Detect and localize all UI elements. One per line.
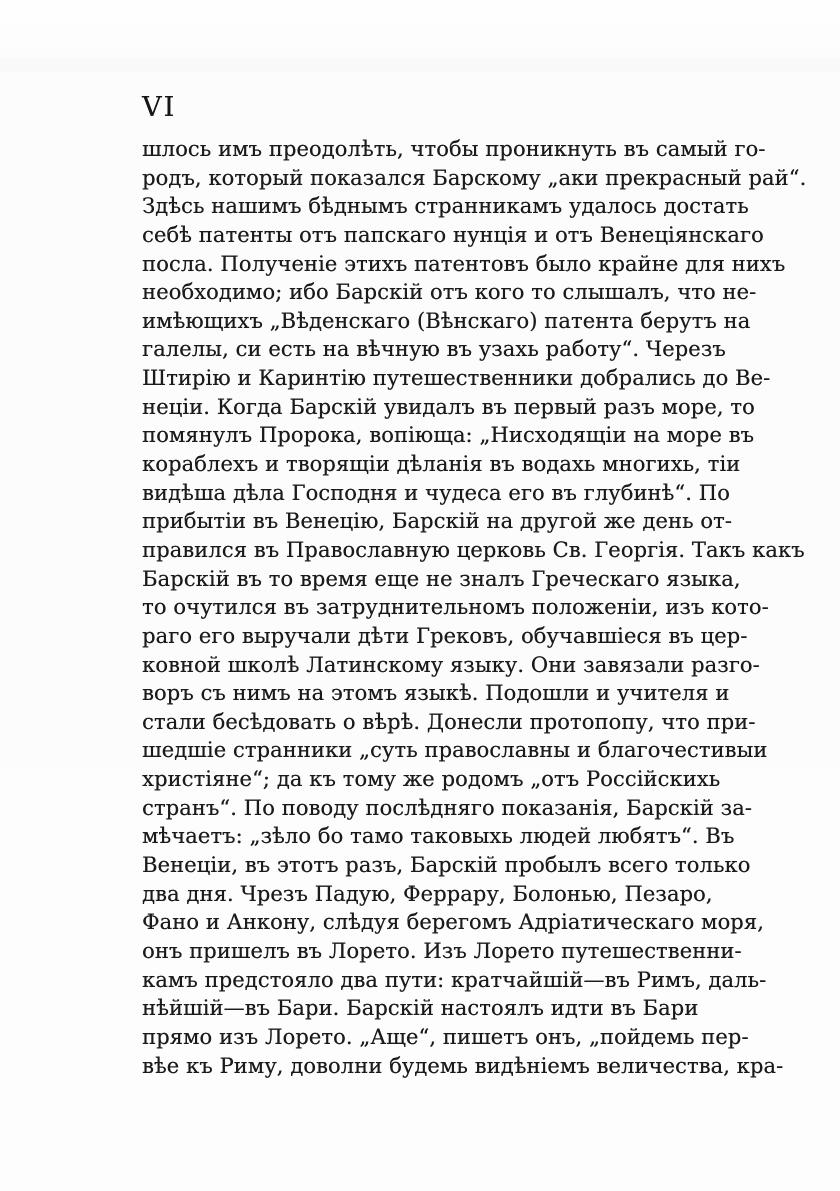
text-line: видѣша дѣла Господня и чудеса его въ глубинѣ“. По (142, 480, 730, 505)
text-line: шлось имъ преодолѣть, чтобы проникнуть въ самый го- (142, 137, 766, 161)
text-line: мѣчаетъ: „зѣло бо тамо таковыхь людей любятъ“. Въ (142, 824, 735, 849)
text-line: имѣющихъ „Вѣденскаго (Вѣнскаго) патента берутъ на (142, 308, 751, 333)
text-line: необходимо; ибо Барскій отъ кого то слышалъ, что не- (142, 280, 757, 305)
text-line: Фано и Анкону, слѣдуя берегомъ Адріатическаго моря, (142, 910, 764, 935)
page-number: VI (142, 92, 177, 123)
text-line: посла. Полученіе этихъ патентовъ было крайне для нихъ (142, 251, 786, 276)
text-line: галелы, си есть на вѣчную въ узахь работу“. Черезъ (142, 337, 726, 362)
text-line: правился въ Православную церковь Св. Георгія. Такъ какъ (142, 537, 805, 562)
text-line: прибытіи въ Венецію, Барскій на другой же день от- (142, 509, 732, 534)
text-line: помянулъ Пророка, вопіюща: „Нисходящіи на море въ (142, 423, 755, 448)
scan-artifact-band (0, 58, 840, 72)
text-line: Здѣсь нашимъ бѣднымъ странникамъ удалось достать (142, 194, 749, 219)
text-line: Барскій въ то время еще не зналъ Греческаго языка, (142, 566, 741, 591)
text-line: ковной школѣ Латинскому языку. Они завязали разго- (142, 652, 760, 677)
text-line: христіяне“; да къ тому же родомъ „отъ Россійскихь (142, 767, 721, 792)
text-line: себѣ патенты отъ папскаго нунція и отъ Венеціянскаго (142, 222, 764, 247)
text-line: вѣе къ Риму, доволни будемь видѣніемъ величества, кра- (142, 1053, 784, 1078)
text-line: шедшіе странники „суть православны и благочестивыи (142, 738, 768, 763)
text-line: то очутился въ затруднительномъ положеніи, изъ кото- (142, 595, 769, 620)
text-line: кораблехъ и творящіи дѣланія въ водахь многихь, тіи (142, 452, 741, 477)
text-line: Штирію и Каринтію путешественники добрались до Ве- (142, 366, 771, 391)
text-line: неціи. Когда Барскій увидалъ въ первый разъ море, то (142, 394, 755, 419)
text-line: родъ, который показался Барскому „аки прекрасный рай“. (142, 165, 807, 190)
body-text-block (142, 135, 807, 1080)
text-line: прямо изъ Лорето. „Аще“, пишетъ онъ, „пойдемь пер- (142, 1024, 749, 1049)
text-line: два дня. Чрезъ Падую, Феррару, Болонью, Пезаро, (142, 881, 713, 906)
text-line: стали бесѣдовать о вѣрѣ. Донесли протопопу, что при- (142, 709, 756, 734)
text-line: странъ“. По поводу послѣдняго показанія, Барскій за- (142, 795, 752, 820)
text-line: камъ предстояло два пути: кратчайшій—въ Римъ, даль- (142, 967, 767, 992)
text-line: раго его выручали дѣти Грековъ, обучавшіеся въ цер- (142, 623, 748, 648)
text-line: воръ съ нимъ на этомъ языкѣ. Подошли и учителя и (142, 681, 730, 706)
text-line: Венеціи, въ этотъ разъ, Барскій пробылъ всего только (142, 853, 751, 878)
text-line: нѣйшій—въ Бари. Барскій настоялъ идти въ Бари (142, 996, 699, 1021)
text-line: онъ пришелъ въ Лорето. Изъ Лорето путешественни- (142, 938, 742, 963)
